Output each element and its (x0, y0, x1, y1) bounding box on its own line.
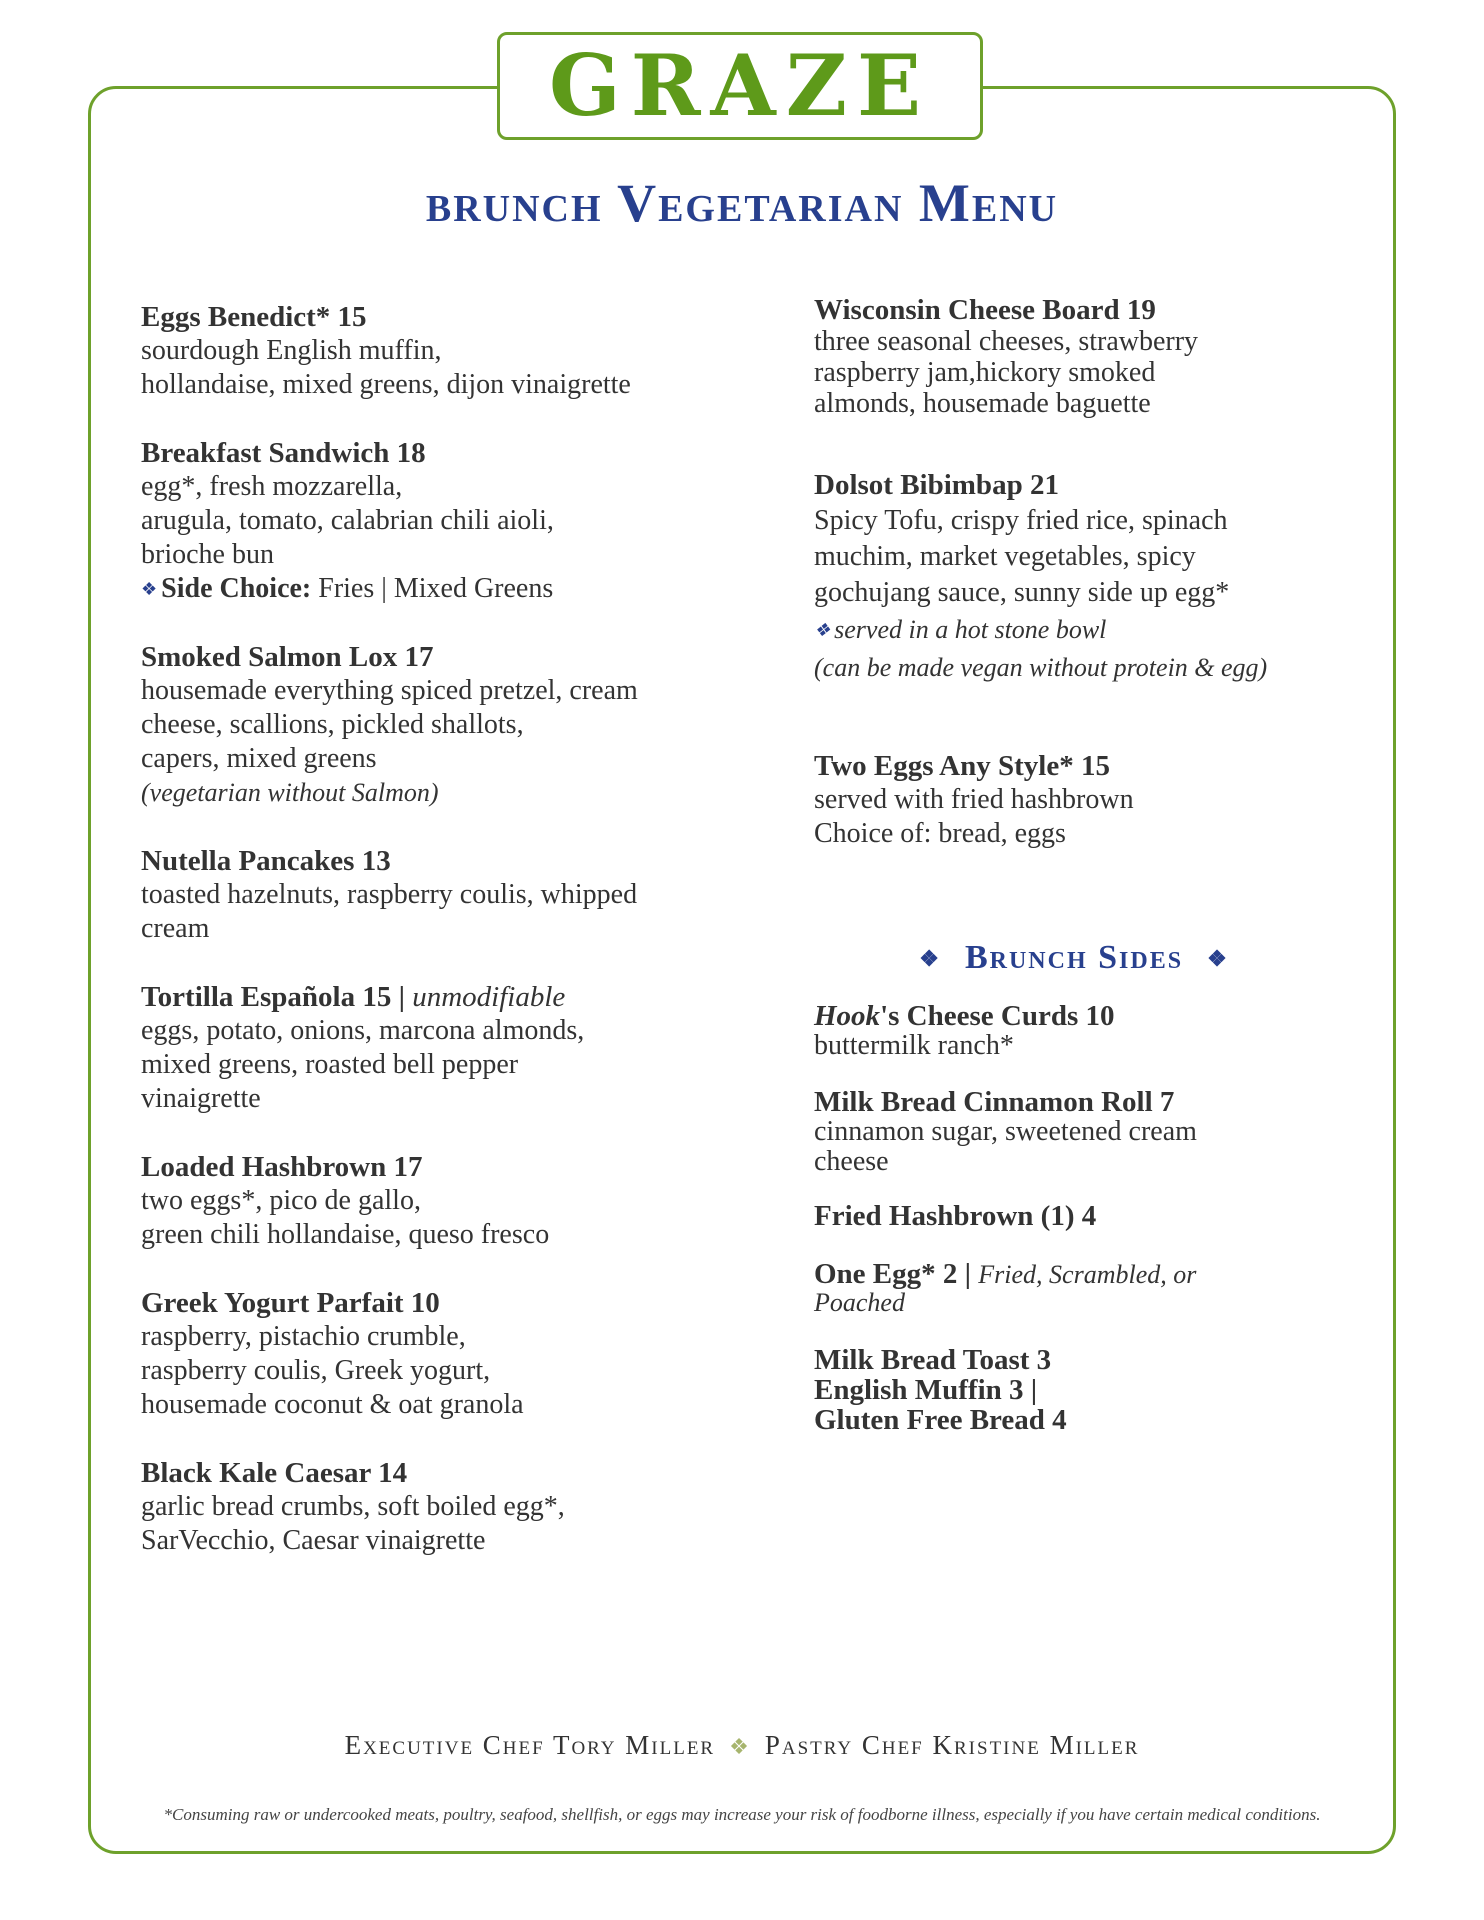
item-name: Milk Bread Toast 3 (814, 1344, 1052, 1376)
item-name-text: One Egg* 2 | (814, 1258, 979, 1290)
pastry-chef: Pastry Chef Kristine Miller (764, 1730, 1140, 1760)
item-desc-line: eggs, potato, onions, marcona almonds, (141, 1015, 585, 1046)
food-safety-disclaimer: *Consuming raw or undercooked meats, poultry, seafood, shellfish, or eggs may increase your risk of foodborne illness, especially if you have certain medical conditions. (163, 1805, 1321, 1824)
menu-item-dolsot-bibimbap (814, 467, 1267, 687)
logo-box (497, 32, 983, 140)
item-desc-line: gochujang sauce, sunny side up egg* (814, 577, 1230, 608)
item-name: Wisconsin Cheese Board 19 (814, 294, 1156, 326)
item-name-note: Fried, Scrambled, or (978, 1260, 1197, 1289)
item-desc-line: brioche bun (141, 539, 274, 570)
item-desc-line: buttermilk ranch* (814, 1030, 1014, 1061)
item-desc-line: housemade coconut & oat granola (141, 1389, 524, 1420)
chefs-credit (0, 1730, 1484, 1761)
note-text: served in a hot stone bowl (834, 615, 1107, 644)
item-name: Greek Yogurt Parfait 10 (141, 1287, 440, 1319)
item-note: (can be made vegan without protein & egg) (814, 653, 1268, 682)
item-desc-line: SarVecchio, Caesar vinaigrette (141, 1525, 486, 1556)
item-desc-line: capers, mixed greens (141, 743, 377, 774)
item-name-note: unmodifiable (412, 981, 566, 1013)
item-name: Dolsot Bibimbap 21 (814, 469, 1059, 501)
item-desc-line: raspberry jam,hickory smoked (814, 357, 1156, 388)
menu-item-two-eggs-any-style (814, 749, 1134, 851)
item-name: Smoked Salmon Lox 17 (141, 641, 434, 673)
item-desc-line: toasted hazelnuts, raspberry coulis, whipped (141, 879, 638, 910)
item-desc-line: sourdough English muffin, (141, 335, 442, 366)
menu-item-greek-yogurt-parfait (141, 1286, 524, 1422)
item-name: Gluten Free Bread 4 (814, 1404, 1067, 1436)
item-desc-line: almonds, housemade baguette (814, 388, 1151, 419)
item-desc-line: cinnamon sugar, sweetened cream (814, 1116, 1197, 1147)
item-desc-line: cheese (814, 1146, 889, 1177)
executive-chef: Executive Chef Tory Miller (344, 1730, 716, 1760)
item-desc-line: garlic bread crumbs, soft boiled egg*, (141, 1491, 565, 1522)
item-name (814, 1259, 1196, 1290)
diamond-icon: ❖ (814, 620, 831, 640)
item-desc-line: three seasonal cheeses, strawberry (814, 326, 1199, 357)
menu-item-smoked-salmon-lox (141, 640, 638, 810)
side-item-cinnamon-roll (814, 1087, 1197, 1177)
item-note: (vegetarian without Salmon) (141, 778, 439, 807)
item-name-italic: Hook (814, 1000, 881, 1032)
item-desc-line: Choice of: bread, eggs (814, 818, 1066, 849)
item-name (141, 980, 584, 1014)
item-desc-line: housemade everything spiced pretzel, cream (141, 675, 638, 706)
item-name: Eggs Benedict* 15 (141, 301, 367, 333)
item-desc-line: two eggs*, pico de gallo, (141, 1185, 421, 1216)
menu-item-black-kale-caesar (141, 1456, 565, 1558)
item-desc-line: hollandaise, mixed greens, dijon vinaigrette (141, 369, 631, 400)
item-desc-line: cream (141, 913, 210, 944)
menu-title: brunch Vegetarian Menu (425, 173, 1059, 233)
item-note: Poached (814, 1288, 905, 1317)
item-name: Two Eggs Any Style* 15 (814, 750, 1110, 782)
brunch-sides-header (814, 939, 1334, 977)
item-name: Milk Bread Cinnamon Roll 7 (814, 1086, 1175, 1118)
menu-item-loaded-hashbrown (141, 1150, 549, 1252)
item-name-text: 's Cheese Curds 10 (880, 1000, 1115, 1032)
item-desc-line: arugula, tomato, calabrian chili aioli, (141, 505, 554, 536)
diamond-icon: ❖ (1207, 946, 1229, 971)
item-desc-line: cheese, scallions, pickled shallots, (141, 709, 524, 740)
side-choice-label: Side Choice: (161, 573, 312, 604)
item-name (814, 1001, 1114, 1031)
item-name-text: Tortilla Española 15 | (141, 981, 413, 1013)
item-name: Breakfast Sandwich 18 (141, 437, 426, 469)
menu-item-nutella-pancakes (141, 844, 637, 946)
menu-item-eggs-benedict (141, 300, 631, 402)
item-name: Fried Hashbrown (1) 4 (814, 1200, 1097, 1232)
menu-item-tortilla-espanola (141, 980, 584, 1116)
side-item-one-egg (814, 1259, 1196, 1316)
logo-text: GRAZE (548, 36, 932, 135)
diamond-icon: ❖ (919, 946, 941, 971)
item-desc-line: Spicy Tofu, crispy fried rice, spinach (814, 505, 1228, 536)
item-name: Loaded Hashbrown 17 (141, 1151, 423, 1183)
item-desc-line: vinaigrette (141, 1083, 261, 1114)
item-name: Black Kale Caesar 14 (141, 1457, 408, 1489)
item-name: Nutella Pancakes 13 (141, 845, 391, 877)
item-desc-line: raspberry, pistachio crumble, (141, 1321, 466, 1352)
side-choice (141, 572, 554, 606)
item-note (814, 611, 1267, 649)
item-desc-line: served with fried hashbrown (814, 784, 1134, 815)
side-item-fried-hashbrown (814, 1201, 1096, 1231)
menu-item-wisconsin-cheese-board (814, 295, 1198, 419)
item-desc-line: mixed greens, roasted bell pepper (141, 1049, 519, 1080)
item-desc-line: raspberry coulis, Greek yogurt, (141, 1355, 491, 1386)
item-desc-line: egg*, fresh mozzarella, (141, 471, 403, 502)
side-item-cheese-curds (814, 1001, 1114, 1061)
diamond-icon: ❖ (141, 579, 158, 599)
item-desc-line: green chili hollandaise, queso fresco (141, 1219, 550, 1250)
item-name: English Muffin 3 | (814, 1374, 1038, 1406)
item-desc-line: muchim, market vegetables, spicy (814, 541, 1196, 572)
menu-item-breakfast-sandwich (141, 436, 554, 606)
side-item-breads (814, 1345, 1067, 1435)
side-choice-value: Fries | Mixed Greens (311, 573, 554, 604)
sides-header-text: Brunch Sides (964, 939, 1184, 976)
flourish-icon: ❖ (729, 1734, 751, 1759)
